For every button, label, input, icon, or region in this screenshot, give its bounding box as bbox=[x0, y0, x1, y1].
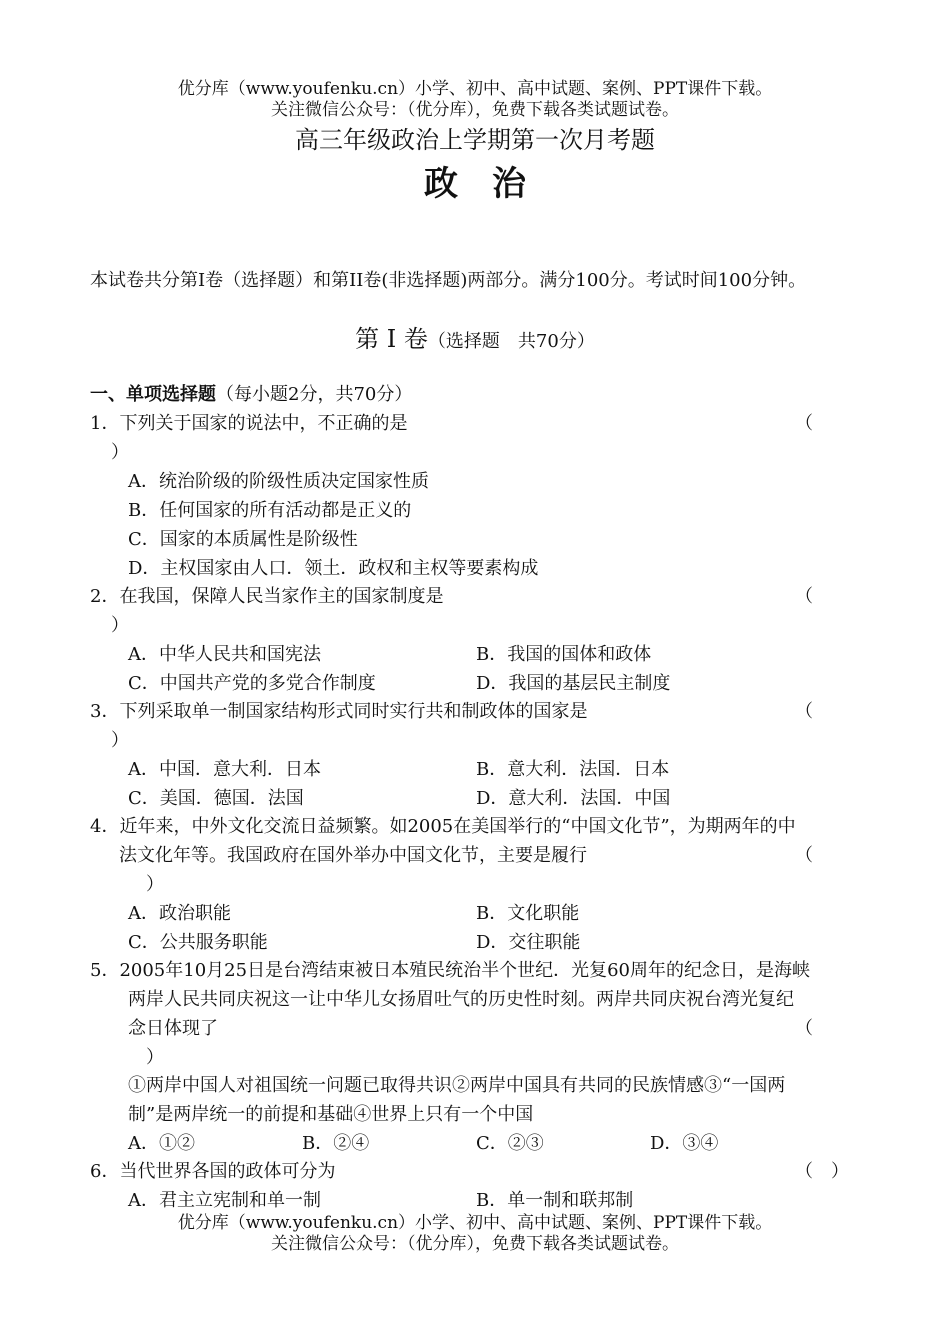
q1-paren-open: （ bbox=[795, 413, 813, 434]
exam-intro: 本试卷共分第I卷（选择题）和第II卷(非选择题)两部分。满分100分。考试时间100分钟。 bbox=[90, 270, 807, 291]
q1-paren-close: ） bbox=[111, 442, 129, 463]
q1-option-c: C．国家的本质属性是阶级性 bbox=[128, 529, 358, 550]
q6-option-b: B．单一制和联邦制 bbox=[476, 1190, 634, 1211]
q3-option-a: A．中国．意大利．日本 bbox=[128, 759, 321, 780]
q5-paren-close: ） bbox=[146, 1047, 164, 1068]
q1-option-b: B．任何国家的所有活动都是正义的 bbox=[128, 500, 412, 521]
q6-paren: （ ） bbox=[795, 1161, 849, 1182]
q6-stem bbox=[90, 1157, 335, 1183]
q4-stem-line-1 bbox=[90, 812, 796, 838]
q2-option-b: B．我国的国体和政体 bbox=[476, 644, 652, 665]
q2-option-c: C．中国共产党的多党合作制度 bbox=[128, 673, 376, 694]
section1-title: 一、单项选择题 bbox=[90, 384, 216, 405]
q3-number: 3． bbox=[90, 701, 120, 722]
part1-note: （选择题 共70分） bbox=[427, 331, 595, 352]
section1-heading bbox=[90, 380, 412, 406]
footer-line-2: 关注微信公众号：（优分库），免费下载各类试题试卷。 bbox=[271, 1234, 679, 1254]
q5-paren-open: （ bbox=[795, 1018, 813, 1039]
q5-option-b: B．②④ bbox=[302, 1133, 370, 1154]
q5-stem-line-1 bbox=[90, 956, 810, 982]
q6-option-a: A．君主立宪制和单一制 bbox=[128, 1190, 321, 1211]
q1-text: 下列关于国家的说法中，不正确的是 bbox=[119, 413, 408, 434]
q1-stem bbox=[90, 409, 407, 435]
q4-option-c: C．公共服务职能 bbox=[128, 932, 268, 953]
q5-text-1: 2005年10月25日是台湾结束被日本殖民统治半个世纪．光复60周年的纪念日，是海峡 bbox=[119, 960, 810, 981]
q5-option-a: A．①② bbox=[128, 1133, 195, 1154]
q2-number: 2． bbox=[90, 586, 120, 607]
q1-option-a: A．统治阶级的阶级性质决定国家性质 bbox=[128, 471, 429, 492]
q5-option-c: C．②③ bbox=[476, 1133, 544, 1154]
q4-text-1: 近年来，中外文化交流日益频繁。如2005在美国举行的“中国文化节”，为期两年的中 bbox=[119, 816, 796, 837]
q5-items-line-2: 制”是两岸统一的前提和基础④世界上只有一个中国 bbox=[128, 1104, 534, 1125]
q3-stem bbox=[90, 697, 587, 723]
footer-line-1: 优分库（www.youfenku.cn）小学、初中、高中试题、案例、PPT课件下载。 bbox=[177, 1213, 773, 1233]
q5-stem-line-3: 念日体现了 bbox=[128, 1018, 218, 1039]
q4-paren-close: ） bbox=[146, 874, 164, 895]
q4-paren-open: （ bbox=[795, 845, 813, 866]
q3-option-c: C．美国．德国．法国 bbox=[128, 788, 304, 809]
header-line-2: 关注微信公众号：（优分库），免费下载各类试题试卷。 bbox=[271, 100, 679, 120]
q5-items-line-1: ①两岸中国人对祖国统一问题已取得共识②两岸中国具有共同的民族情感③“一国两 bbox=[128, 1075, 786, 1096]
q2-option-d: D．我国的基层民主制度 bbox=[476, 673, 671, 694]
q2-paren-open: （ bbox=[795, 586, 813, 607]
q4-option-d: D．交往职能 bbox=[476, 932, 581, 953]
q5-stem-line-2: 两岸人民共同庆祝这一让中华儿女扬眉吐气的历史性时刻。两岸共同庆祝台湾光复纪 bbox=[128, 989, 794, 1010]
exam-title: 政治 bbox=[424, 164, 560, 204]
q2-text: 在我国，保障人民当家作主的国家制度是 bbox=[119, 586, 444, 607]
q5-option-d: D．③④ bbox=[650, 1133, 719, 1154]
q2-stem bbox=[90, 582, 443, 608]
header-line-1: 优分库（www.youfenku.cn）小学、初中、高中试题、案例、PPT课件下载。 bbox=[177, 79, 773, 99]
q4-option-a: A．政治职能 bbox=[128, 903, 231, 924]
q2-paren-close: ） bbox=[111, 615, 129, 636]
q1-option-d: D．主权国家由人口．领土．政权和主权等要素构成 bbox=[128, 558, 539, 579]
part1-heading bbox=[0, 319, 950, 354]
q5-number: 5． bbox=[90, 960, 120, 981]
exam-subtitle: 高三年级政治上学期第一次月考题 bbox=[295, 126, 655, 154]
q4-stem-line-2: 法文化年等。我国政府在国外举办中国文化节，主要是履行 bbox=[119, 845, 587, 866]
q4-option-b: B．文化职能 bbox=[476, 903, 580, 924]
q6-number: 6． bbox=[90, 1161, 120, 1182]
q4-number: 4． bbox=[90, 816, 120, 837]
q3-paren-open: （ bbox=[795, 701, 813, 722]
q3-option-d: D．意大利．法国．中国 bbox=[476, 788, 671, 809]
q3-text: 下列采取单一制国家结构形式同时实行共和制政体的国家是 bbox=[119, 701, 588, 722]
q2-option-a: A．中华人民共和国宪法 bbox=[128, 644, 321, 665]
part1-title: 第 I 卷 bbox=[355, 325, 428, 353]
q3-paren-close: ） bbox=[111, 730, 129, 751]
section1-note: （每小题2分，共70分） bbox=[216, 384, 413, 405]
q1-number: 1． bbox=[90, 413, 120, 434]
q3-option-b: B．意大利．法国．日本 bbox=[476, 759, 670, 780]
q6-text: 当代世界各国的政体可分为 bbox=[119, 1161, 336, 1182]
